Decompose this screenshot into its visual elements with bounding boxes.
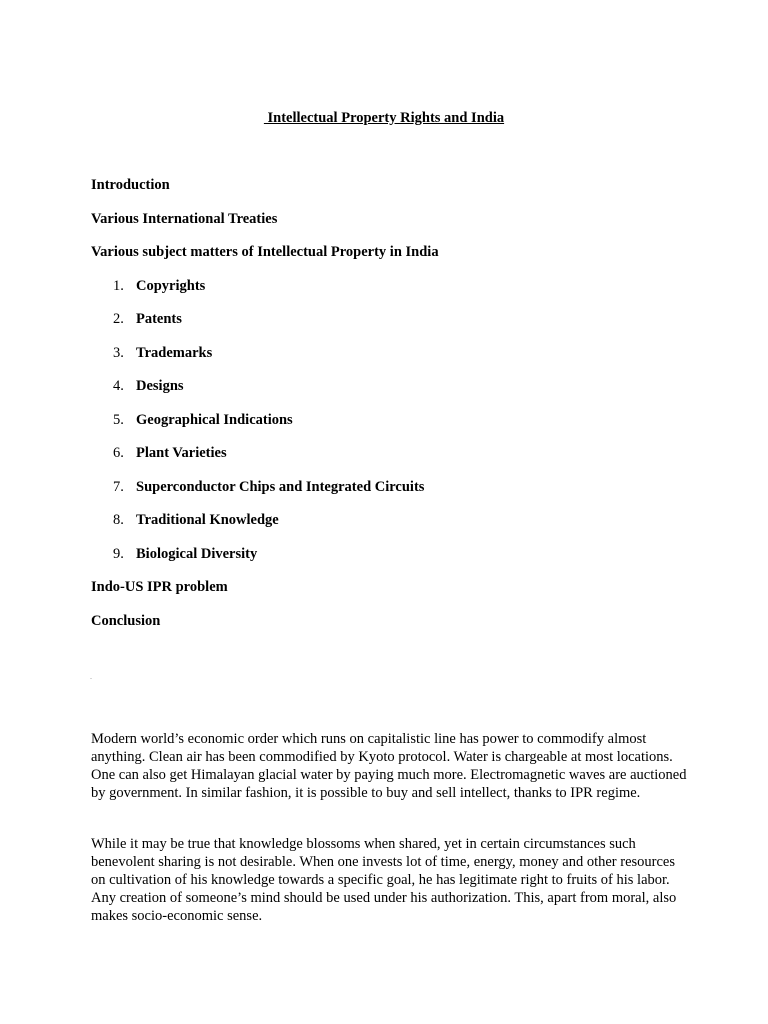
list-item-label: Trademarks: [136, 344, 213, 361]
list-number: 2.: [113, 311, 124, 327]
toc-indo-us-problem: Indo-US IPR problem: [91, 579, 228, 595]
body-paragraph-2: While it may be true that knowledge blossoms when shared, yet in certain circumstances such benevolent sharing is not desirable. When one invests lot of time, energy, money and other resources on cultivation of his knowledge towards a specific goal, he has legitimate right to fruits of his labor. Any creation of someone’s mind should be used under his authorization. This, apart from moral, also makes socio-economic sense.: [91, 836, 677, 924]
toc-conclusion: Conclusion: [91, 612, 161, 629]
list-item: [91, 345, 439, 379]
list-item: [91, 378, 439, 412]
toc-international-treaties: Various International Treaties: [91, 210, 278, 227]
list-item-label: Traditional Knowledge: [136, 512, 279, 528]
subject-matter-list: [91, 278, 439, 580]
list-item-label: Plant Varieties: [136, 445, 227, 461]
list-number: 5.: [113, 411, 124, 428]
list-item: [91, 512, 439, 546]
list-number: 3.: [113, 344, 124, 361]
list-number: 4.: [113, 378, 124, 394]
list-item-label: Superconductor Chips and Integrated Circuits: [136, 478, 425, 495]
list-item-label: Biological Diversity: [136, 545, 258, 562]
toc-introduction: Introduction: [91, 177, 170, 193]
table-of-contents: [91, 177, 439, 646]
list-item-label: Patents: [136, 311, 182, 327]
list-number: 6.: [113, 445, 124, 461]
list-item: [91, 412, 439, 446]
list-number: 8.: [113, 512, 124, 528]
list-number: 9.: [113, 545, 124, 562]
list-item: [91, 278, 439, 312]
list-item: [91, 479, 439, 513]
document-title: Intellectual Property Rights and India: [263, 110, 505, 126]
list-number: 1.: [113, 277, 124, 294]
list-item-label: Copyrights: [136, 277, 206, 294]
list-item: [91, 311, 439, 345]
toc-subject-matters: Various subject matters of Intellectual Property in India: [91, 244, 439, 260]
list-item-label: Designs: [136, 378, 184, 394]
list-item: [91, 445, 439, 479]
list-item-label: Geographical Indications: [136, 411, 293, 428]
list-number: 7.: [113, 478, 124, 495]
stray-mark: .: [90, 672, 92, 681]
body-paragraph-1: Modern world’s economic order which runs on capitalistic line has power to commodify almost anything. Clean air has been commodified by Kyoto protocol. Water is chargeable at most locations. One can also get Himalayan glacial water by paying much more. Electromagnetic waves are auctioned by government. In similar fashion, it is possible to buy and sell intellect, thanks to IPR regime.: [91, 731, 687, 801]
list-item: [91, 546, 439, 580]
